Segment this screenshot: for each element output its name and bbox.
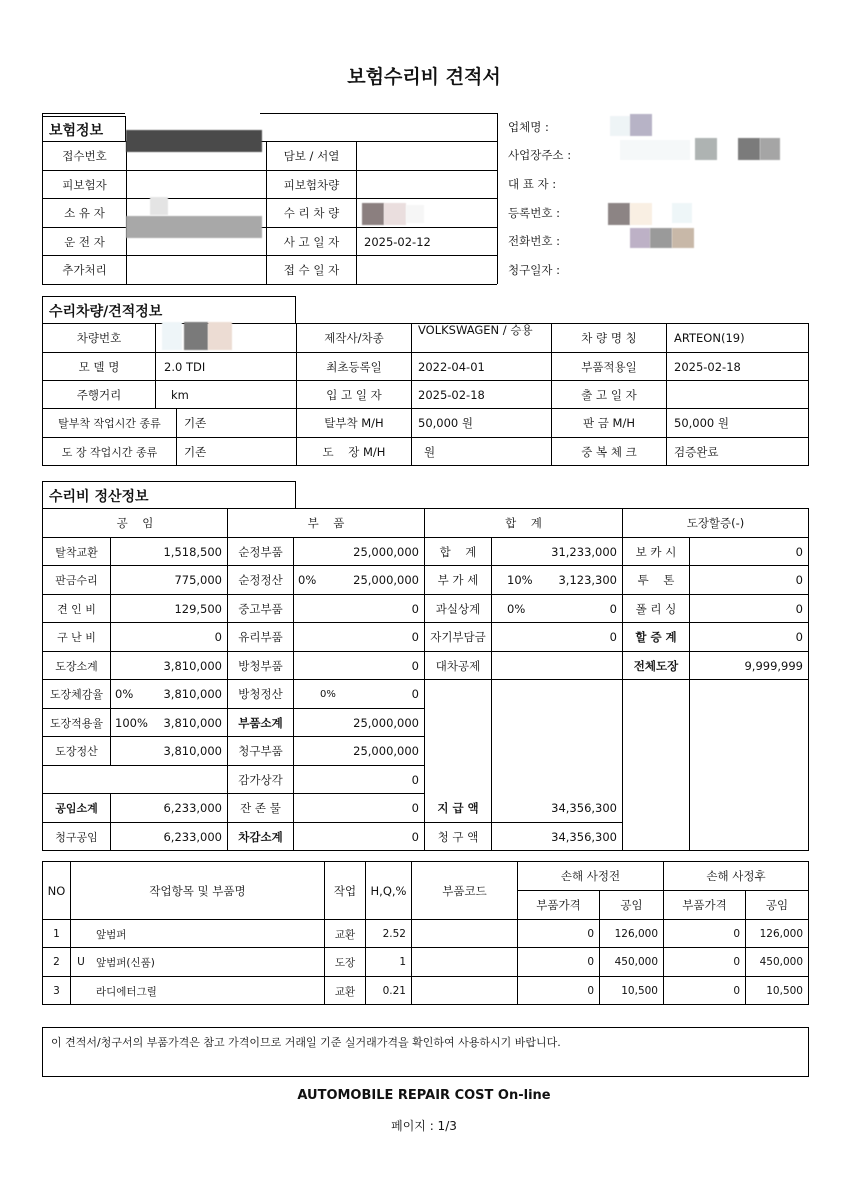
insurance-label-4: 추가처리 (62, 263, 107, 277)
item-name: 라디에터그릴 (96, 985, 157, 998)
vehicle-label: 탈부착 작업시간 종류 (58, 417, 161, 430)
redaction-block (608, 203, 630, 225)
insurance-label2-0: 담보 / 서열 (283, 149, 340, 163)
item-work: 도장 (334, 956, 356, 969)
labor-label: 도장정산 (55, 745, 98, 758)
page-number: 페이지 : 1/3 (391, 1119, 457, 1133)
labor-amount: 3,810,000 (163, 716, 222, 730)
items-header-labor-before: 공임 (620, 898, 643, 912)
shop-label-3: 등록번호 : (508, 206, 560, 220)
paint-label: 보 카 시 (635, 545, 677, 559)
redaction-block (738, 138, 760, 160)
item-code (412, 948, 517, 976)
labor-label: 탈착교환 (55, 546, 98, 559)
labor-label: 도장체감율 (49, 688, 104, 701)
shop-label-2: 대 표 자 : (508, 177, 557, 191)
vehicle-label: 중 복 체 크 (581, 444, 637, 459)
labor-amount: 129,500 (174, 602, 222, 616)
labor-label: 구 난 비 (57, 631, 96, 644)
vehicle-value: 검증완료 (674, 444, 719, 459)
paint-label: 폴 리 싱 (635, 602, 677, 616)
redaction-block (150, 197, 168, 215)
redaction-block (406, 205, 424, 223)
paint-label: 투 톤 (637, 573, 675, 587)
parts-amount: 0 (411, 659, 419, 673)
shop-label-1: 사업장주소 : (508, 148, 572, 162)
items-header-work: 작업 (333, 883, 357, 898)
item-code (412, 920, 517, 948)
item-labor-before: 126,000 (614, 928, 658, 940)
pay-label: 지 급 액 (437, 801, 479, 815)
vehicle-label: 출 고 일 자 (581, 387, 637, 402)
labor-amount (111, 766, 227, 794)
redaction-block (630, 114, 652, 136)
parts-amount: 0 (411, 630, 419, 644)
labor-amount: 775,000 (174, 573, 222, 587)
insurance-label-0: 접수번호 (62, 149, 107, 163)
parts-label: 방청부품 (238, 659, 283, 673)
parts-label: 방청정산 (238, 687, 283, 701)
paint-amount: 0 (795, 573, 803, 587)
item-part-price-after: 0 (733, 956, 740, 968)
item-labor-after: 10,500 (766, 985, 803, 997)
parts-label: 부품소계 (238, 716, 283, 730)
total-amount (492, 652, 622, 680)
notice-text: 이 견적서/청구서의 부품가격은 참고 가격이므로 거래일 기준 실거래가격을 확인하여 사용하시기 바랍니다. (51, 1036, 561, 1049)
total-amount: 0 (609, 602, 617, 616)
vehicle-label: 차량번호 (76, 331, 122, 345)
vehicle-label: 제작사/차종 (324, 331, 384, 345)
settlement-header-labor: 공 임 (116, 516, 154, 530)
items-header-part-price-before: 부품가격 (536, 898, 581, 912)
parts-amount: 25,000,000 (353, 744, 419, 758)
insurance-label-3: 운 전 자 (64, 234, 105, 249)
total-rate: 0% (507, 602, 526, 616)
total-amount: 31,233,000 (551, 545, 617, 559)
redaction-block (630, 228, 650, 248)
items-header-before: 손해 사정전 (560, 869, 621, 883)
total-rate: 10% (507, 573, 533, 587)
total-amount: 3,123,300 (558, 573, 617, 587)
items-header-labor-after: 공임 (765, 898, 789, 912)
accident-date-value: 2025-02-12 (364, 234, 431, 249)
item-labor-after: 450,000 (759, 956, 803, 968)
total-label: 부 가 세 (437, 573, 479, 587)
pay-amount: 34,356,300 (551, 801, 617, 815)
parts-amount: 25,000,000 (353, 716, 419, 730)
parts-label: 유리부품 (238, 630, 283, 644)
item-part-price-before: 0 (587, 956, 594, 968)
vehicle-value: 50,000 원 (418, 416, 474, 430)
item-flag (71, 977, 91, 1005)
item-work: 교환 (334, 985, 356, 998)
items-header-hq: H,Q,% (370, 883, 407, 898)
redaction-block (672, 203, 692, 223)
item-work: 교환 (334, 928, 356, 941)
claim-label: 청 구 액 (437, 830, 479, 844)
item-no: 2 (53, 956, 60, 968)
vehicle-value: 2025-02-18 (674, 359, 741, 374)
vehicle-label: 부품적용일 (581, 359, 637, 374)
total-label: 대차공제 (435, 659, 481, 673)
redaction-block (208, 322, 232, 350)
paint-label: 전체도장 (633, 659, 679, 673)
redaction-block (760, 138, 780, 160)
item-name: 앞범퍼 (96, 928, 127, 941)
insurance-label2-1: 피보험차량 (283, 177, 340, 192)
labor-amount: 3,810,000 (163, 744, 222, 758)
parts-amount: 0 (411, 830, 419, 844)
total-label: 합 계 (439, 545, 477, 559)
parts-label: 청구부품 (238, 744, 283, 758)
insurance-label-1: 피보험자 (62, 177, 107, 192)
labor-label: 견 인 비 (57, 603, 96, 616)
labor-label: 도장소계 (55, 660, 98, 673)
item-part-price-after: 0 (733, 985, 740, 997)
items-header-no: NO (47, 883, 66, 898)
settlement-header-paint: 도장할증(-) (686, 516, 745, 530)
redaction-block (630, 203, 652, 225)
item-part-price-before: 0 (587, 928, 594, 940)
vehicle-label: 도 장 M/H (322, 444, 386, 459)
insurance-label2-4: 접 수 일 자 (283, 263, 340, 277)
redaction-block (384, 203, 406, 225)
items-header-name: 작업항목 및 부품명 (149, 883, 246, 898)
vehicle-label: 주행거리 (76, 387, 122, 402)
shop-label-5: 청구일자 : (508, 263, 560, 277)
vehicle-label: 모 델 명 (78, 359, 120, 374)
vehicle-value: 원 (424, 444, 436, 459)
settlement-section-title: 수리비 정산정보 (42, 481, 296, 509)
settlement-header-total: 합 계 (505, 516, 542, 530)
labor-label: 청구공임 (55, 831, 98, 844)
item-part-price-before: 0 (587, 985, 594, 997)
parts-label: 순정부품 (238, 545, 283, 559)
item-name: 앞범퍼(신품) (96, 956, 155, 969)
labor-label (43, 766, 110, 794)
items-header-code: 부품코드 (442, 883, 487, 898)
labor-amount: 6,233,000 (163, 801, 222, 815)
insurance-label2-2: 수 리 차 량 (283, 206, 340, 220)
items-header-after: 손해 사정후 (706, 869, 766, 883)
labor-amount: 6,233,000 (163, 830, 222, 844)
vehicle-label: 도 장 작업시간 종류 (61, 445, 158, 459)
item-labor-before: 10,500 (621, 985, 658, 997)
total-amount: 0 (609, 630, 617, 644)
redaction-block (162, 322, 182, 350)
parts-label: 감가상각 (238, 773, 283, 787)
item-code (412, 977, 517, 1005)
redaction-block (126, 130, 262, 152)
item-hq: 2.52 (382, 928, 406, 940)
vehicle-value: 2025-02-18 (418, 387, 485, 402)
parts-rate: 0% (298, 573, 317, 587)
redaction-block (184, 322, 208, 350)
parts-label: 잔 존 물 (240, 801, 281, 815)
item-labor-before: 450,000 (614, 956, 658, 968)
parts-amount: 0 (411, 801, 419, 815)
labor-amount: 3,810,000 (163, 687, 222, 701)
insurance-label-2: 소 유 자 (64, 206, 105, 220)
labor-rate: 100% (115, 716, 148, 730)
parts-amount: 0 (411, 602, 419, 616)
labor-label: 판금수리 (55, 574, 98, 587)
vehicle-value: 2022-04-01 (418, 359, 485, 374)
vehicle-value: 2.0 TDI (164, 359, 206, 374)
redaction-block (126, 216, 262, 238)
paint-amount: 0 (795, 630, 803, 644)
parts-label: 차감소계 (238, 830, 283, 844)
vehicle-value: ARTEON(19) (674, 331, 745, 345)
redaction-block (610, 116, 630, 136)
redaction-block (620, 140, 690, 160)
redaction-block (695, 138, 717, 160)
item-hq: 0.21 (382, 985, 406, 997)
vehicle-label: 입 고 일 자 (326, 387, 382, 402)
vehicle-value: 50,000 원 (674, 416, 730, 430)
document-title: 보험수리비 견적서 (347, 66, 501, 88)
labor-label: 도장적용율 (49, 717, 104, 730)
item-part-price-after: 0 (733, 928, 740, 940)
parts-amount: 25,000,000 (353, 573, 419, 587)
labor-amount: 0 (214, 630, 222, 644)
vehicle-section-title: 수리차량/견적정보 (42, 296, 296, 324)
parts-label: 중고부품 (238, 602, 283, 616)
labor-rate: 0% (115, 687, 134, 701)
vehicle-value: VOLKSWAGEN / 승용 (418, 323, 533, 337)
paint-amount: 0 (795, 602, 803, 616)
labor-amount: 1,518,500 (163, 545, 222, 559)
total-label: 자기부담금 (430, 630, 486, 644)
redaction-block (650, 228, 672, 248)
vehicle-value: 기존 (184, 416, 207, 430)
vehicle-label: 판 금 M/H (583, 416, 635, 430)
claim-amount: 34,356,300 (551, 830, 617, 844)
parts-amount: 25,000,000 (353, 545, 419, 559)
item-hq: 1 (399, 956, 406, 968)
insurance-label2-3: 사 고 일 자 (283, 234, 340, 249)
shop-label-4: 전화번호 : (508, 234, 560, 248)
parts-label: 순정정산 (238, 573, 283, 587)
parts-amount: 0 (411, 773, 419, 787)
shop-label-0: 업체명 : (508, 120, 549, 134)
parts-amount: 0 (411, 687, 419, 701)
parts-rate: 0% (320, 688, 336, 700)
insurance-section-title: 보험정보 (42, 116, 126, 142)
vehicle-value: 기존 (184, 444, 207, 459)
paint-amount: 0 (795, 545, 803, 559)
labor-amount: 3,810,000 (163, 659, 222, 673)
total-label: 과실상계 (435, 602, 481, 616)
item-no: 3 (53, 985, 60, 997)
paint-label: 할 증 계 (635, 630, 677, 644)
redaction-block (672, 228, 694, 248)
item-no: 1 (53, 928, 60, 940)
notice-box (42, 1027, 809, 1077)
item-labor-after: 126,000 (759, 928, 803, 940)
vehicle-label: 차 량 명 칭 (581, 331, 637, 345)
items-header-part-price-after: 부품가격 (682, 898, 727, 912)
item-flag (71, 920, 91, 948)
vehicle-label: 최초등록일 (326, 359, 382, 374)
labor-label: 공임소계 (55, 802, 98, 815)
settlement-header-parts: 부 품 (307, 516, 345, 530)
paint-amount: 9,999,999 (744, 659, 803, 673)
footer-brand: AUTOMOBILE REPAIR COST On-line (297, 1088, 551, 1103)
item-flag: U (77, 956, 85, 968)
redaction-block (362, 203, 384, 225)
vehicle-value: km (171, 387, 189, 402)
vehicle-label: 탈부착 M/H (324, 416, 384, 430)
